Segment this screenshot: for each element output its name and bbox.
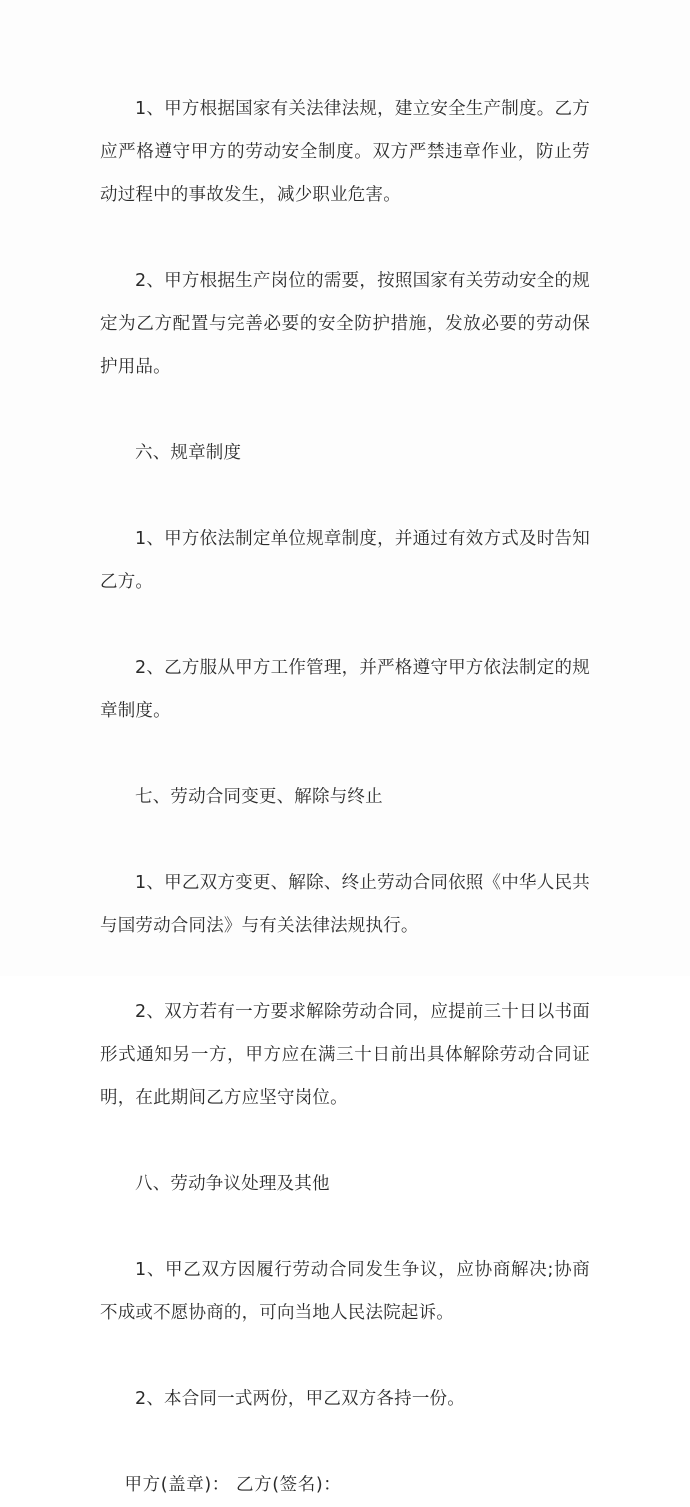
paragraph-spacer	[100, 1206, 590, 1249]
paragraph-thirty-day-notice: 2、双方若有一方要求解除劳动合同，应提前三十日以书面形式通知另一方，甲方应在满三十日前出具体解除劳动合同证明，在此期间乙方应坚守岗位。	[100, 1002, 590, 1108]
paragraph-protective-equipment: 2、甲方根据生产岗位的需要，按照国家有关劳动安全的规定为乙方配置与完善必要的安全防护措施，发放必要的劳动保护用品。	[100, 271, 590, 377]
paragraph-spacer	[100, 948, 590, 991]
paragraph-spacer	[100, 475, 590, 518]
section-heading-rules-and-regulations: 六、规章制度	[135, 443, 242, 463]
paragraph-rules-notification: 1、甲方依法制定单位规章制度，并通过有效方式及时告知乙方。	[100, 529, 590, 592]
section-heading-contract-change-termination: 七、劳动合同变更、解除与终止	[135, 787, 383, 807]
document-text-body	[100, 88, 590, 1507]
paragraph-spacer	[100, 733, 590, 776]
paragraph-rules-compliance: 2、乙方服从甲方工作管理，并严格遵守甲方依法制定的规章制度。	[100, 658, 590, 721]
section-heading-dispute-resolution: 八、劳动争议处理及其他	[135, 1174, 330, 1194]
paragraph-spacer	[100, 1120, 590, 1163]
paragraph-spacer	[100, 1335, 590, 1378]
paragraph-spacer	[100, 217, 590, 260]
signature-line-party-a-party-b: 甲方(盖章)： 乙方(签名)：	[124, 1475, 342, 1495]
paragraph-two-copies: 2、本合同一式两份，甲乙双方各持一份。	[135, 1389, 465, 1409]
paragraph-spacer	[100, 604, 590, 647]
paragraph-spacer	[100, 1421, 590, 1464]
paragraph-dispute-negotiation-lawsuit: 1、甲乙双方因履行劳动合同发生争议，应协商解决;协商不成或不愿协商的，可向当地人民法院起诉。	[100, 1260, 590, 1323]
paragraph-labor-contract-law-reference: 1、甲乙双方变更、解除、终止劳动合同依照《中华人民共与国劳动合同法》与有关法律法规执行。	[100, 873, 590, 936]
paragraph-spacer	[100, 819, 590, 862]
paragraph-safety-production-system: 1、甲方根据国家有关法律法规，建立安全生产制度。乙方应严格遵守甲方的劳动安全制度。双方严禁违章作业，防止劳动过程中的事故发生，减少职业危害。	[100, 99, 590, 205]
paragraph-spacer	[100, 389, 590, 432]
